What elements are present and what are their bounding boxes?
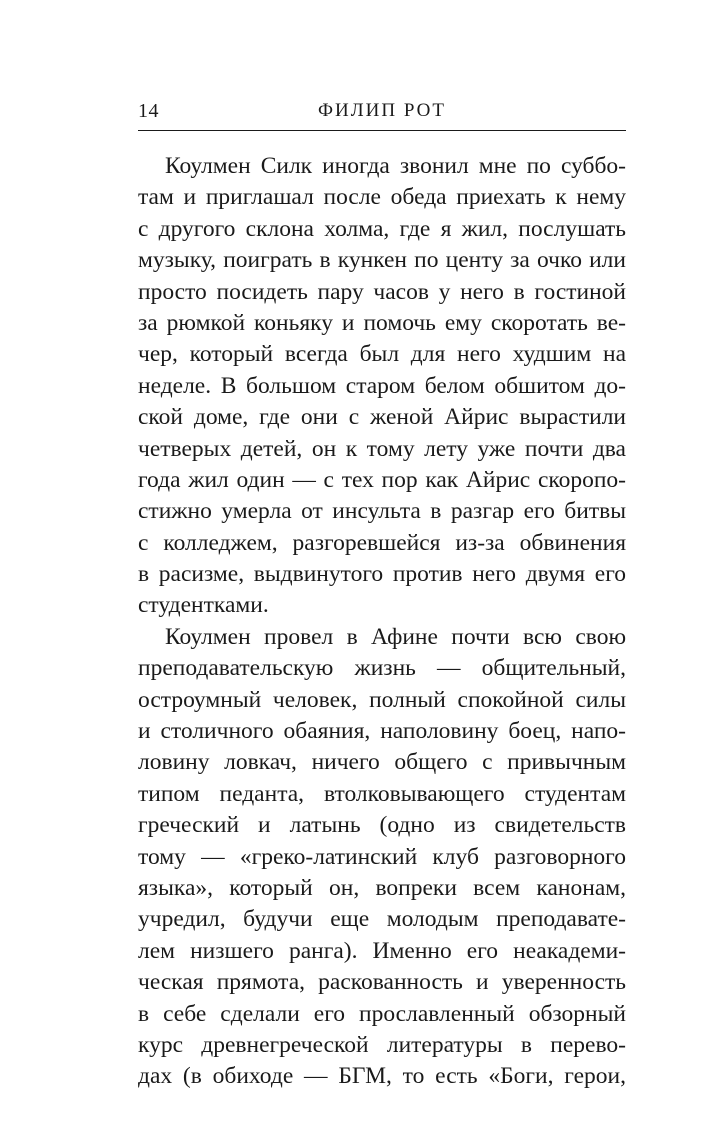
text-line: за рюмкой коньяку и помочь ему скоротать ве- [138, 309, 626, 336]
text-line: в себе сделали его прославленный обзорный [138, 1000, 626, 1027]
text-line: с колледжем, разгоревшейся из-за обвинения [138, 529, 626, 556]
body-text [138, 151, 626, 1093]
text-line: неделе. В большом старом белом обшитом до- [138, 372, 626, 399]
text-line: в расизме, выдвинутого против него двумя его [138, 561, 626, 588]
text-line: преподавательскую жизнь — общительный, [138, 655, 626, 682]
text-line: чер, который всегда был для него худшим на [138, 341, 626, 368]
text-line: языка», который он, вопреки всем канонам, [138, 874, 626, 901]
text-line: курс древнегреческой литературы в перево- [138, 1031, 626, 1058]
header-rule [138, 130, 626, 131]
text-line: лем низшего ранга). Именно его неакадеми- [138, 937, 626, 964]
text-line: Коулмен Силк иногда звонил мне по суббо- [165, 153, 626, 179]
text-line: стижно умерла от инсульта в разгар его битвы [138, 498, 626, 525]
text-line: тому — «греко-латинский клуб разговорного [138, 843, 626, 870]
text-line: ловину ловкач, ничего общего с привычным [138, 749, 626, 776]
text-line: остроумный человек, полный спокойной силы [138, 686, 626, 713]
text-line: студентками. [138, 592, 269, 619]
text-line: Коулмен провел в Афине почти всю свою [165, 623, 626, 650]
text-line: и столичного обаяния, наполовину боец, напо- [138, 718, 626, 745]
running-head-author: ФИЛИП РОТ [318, 100, 446, 121]
text-line: ской доме, где они с женой Айрис вырастили [138, 404, 626, 431]
text-line: четверых детей, он к тому лету уже почти два [138, 435, 626, 462]
paragraph [138, 622, 626, 1093]
text-line: типом педанта, втолковывающего студентам [138, 780, 626, 807]
text-line: с другого склона холма, где я жил, послушать [138, 215, 626, 242]
paragraph [138, 151, 626, 622]
running-head [138, 100, 626, 128]
text-line: просто посидеть пару часов у него в гостиной [138, 278, 626, 305]
text-line: там и приглашал после обеда приехать к нему [138, 184, 626, 211]
text-line: года жил один — с тех пор как Айрис скоропо- [138, 466, 626, 493]
text-line: ческая прямота, раскованность и уверенность [138, 969, 626, 996]
text-line: дах (в обиходе — БГМ, то есть «Боги, герои, [138, 1063, 626, 1090]
text-line: греческий и латынь (одно из свидетельств [138, 812, 626, 839]
text-line: учредил, будучи еще молодым преподавате- [138, 906, 626, 933]
page-number: 14 [138, 100, 159, 122]
text-line: музыку, поиграть в кункен по центу за очко или [138, 247, 626, 274]
